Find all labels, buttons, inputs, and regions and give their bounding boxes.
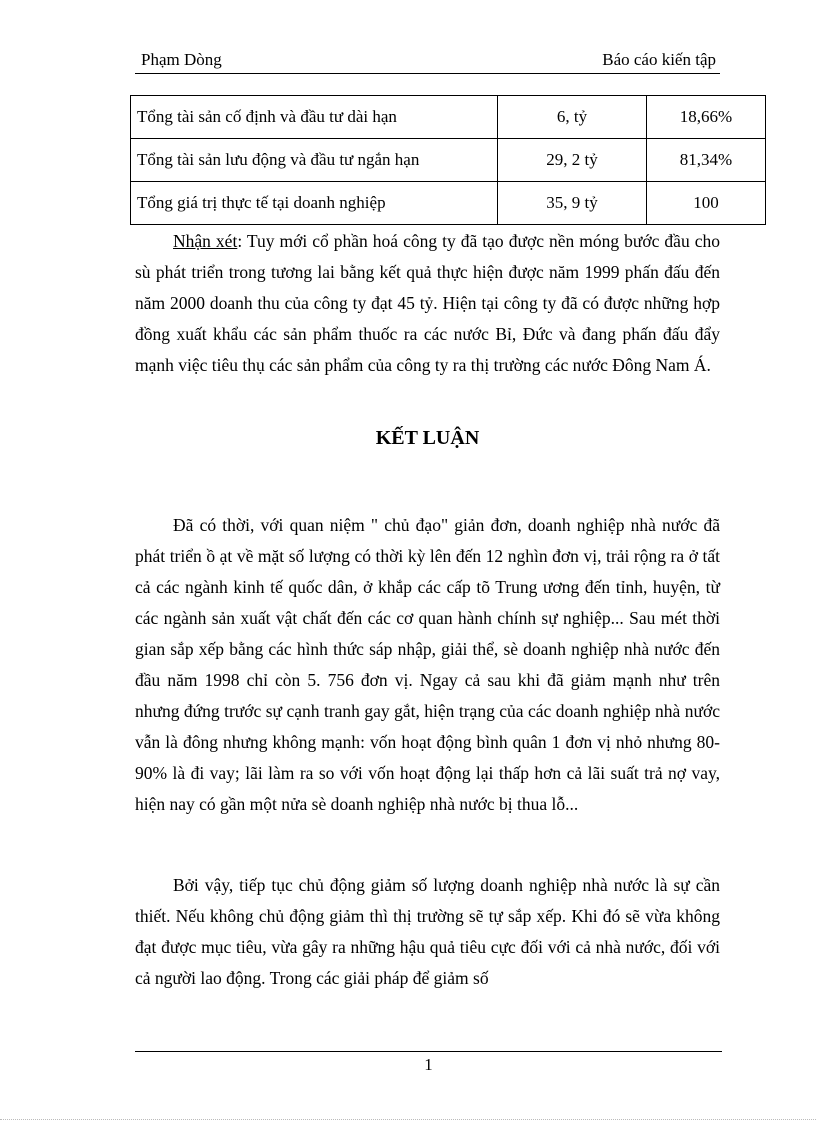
- table-cell-percent: 100: [647, 182, 766, 225]
- conclusion-paragraph-2-text: Bởi vậy, tiếp tục chủ động giảm số lượng doanh nghiệp nhà nước là sự cần thiết. Nếu không chủ động giảm thì thị trường sẽ tự sắp xếp. Khi đó sẽ vừa không đạt được mục tiêu, vừa gây ra những hậu quả tiêu cực đối với cả nhà nước, đối với cả người lao động. Trong các giải pháp để giảm số: [135, 875, 720, 988]
- table-row: [131, 182, 766, 225]
- table-row: [131, 96, 766, 139]
- remark-label: Nhận xét: [173, 231, 238, 251]
- assets-table: [130, 95, 766, 225]
- table-row: [131, 139, 766, 182]
- remark-text: : Tuy mới cổ phần hoá công ty đã tạo được nền móng bước đầu cho sù phát triển trong tương lai bằng kết quả thực hiện được năm 1999 phấn đấu đến năm 2000 doanh thu của công ty đạt 45 tỷ. Hiện tại công ty đã có được những hợp đồng xuất khẩu các sản phẩm thuốc ra các nước Bỉ, Đức và đang phấn đấu đẩy mạnh việc tiêu thụ các sản phẩm của công ty ra thị trường các nước Đông Nam Á.: [135, 231, 720, 375]
- conclusion-heading: KẾT LUẬN: [375, 427, 480, 449]
- table-cell-percent: 18,66%: [647, 96, 766, 139]
- conclusion-paragraph-1: [135, 510, 720, 820]
- table-cell-label: Tổng tài sản cố định và đầu tư dài hạn: [131, 96, 498, 139]
- conclusion-paragraph-1-text: Đã có thời, với quan niệm " chủ đạo" giản đơn, doanh nghiệp nhà nước đã phát triển ồ ạt về mặt số lượng có thời kỳ lên đến 12 nghìn đơn vị, trải rộng ra ở tất cả các ngành kinh tế quốc dân, ở khắp các cấp tõ Trung ương đến tỉnh, huyện, từ các ngành sản xuất vật chất đến các cơ quan hành chính sự nghiệp... Sau mét thời gian sắp xếp bằng các hình thức sáp nhập, giải thể, sè doanh nghiệp nhà nước đến đầu năm 1998 chỉ còn 5. 756 đơn vị. Ngay cả sau khi đã giảm mạnh như trên nhưng đứng trước sự cạnh tranh gay gắt, hiện trạng của các doanh nghiệp nhà nước vẫn là đông nhưng không mạnh: vốn hoạt động bình quân 1 đơn vị nhỏ nhưng 80-90% là đi vay; lãi làm ra so với vốn hoạt động lại thấp hơn cả lãi suất trả nợ vay, hiện nay có gần một nửa sè doanh nghiệp nhà nước bị thua lỗ...: [135, 515, 720, 814]
- footer-divider: [135, 1051, 722, 1052]
- page-number: 1: [424, 1055, 433, 1074]
- remark-paragraph: [135, 226, 720, 381]
- table-cell-value: 6, tỷ: [498, 96, 647, 139]
- page-break-line: [0, 1119, 816, 1120]
- header-report-title: Báo cáo kiến tập: [602, 50, 716, 69]
- table-cell-percent: 81,34%: [647, 139, 766, 182]
- table-cell-label: Tổng tài sản lưu động và đầu tư ngắn hạn: [131, 139, 498, 182]
- table-cell-value: 29, 2 tỷ: [498, 139, 647, 182]
- table-cell-label: Tổng giá trị thực tế tại doanh nghiệp: [131, 182, 498, 225]
- page-header: [135, 49, 720, 74]
- conclusion-paragraph-2: [135, 870, 720, 994]
- table-cell-value: 35, 9 tỷ: [498, 182, 647, 225]
- header-author: Phạm Dòng: [141, 50, 222, 69]
